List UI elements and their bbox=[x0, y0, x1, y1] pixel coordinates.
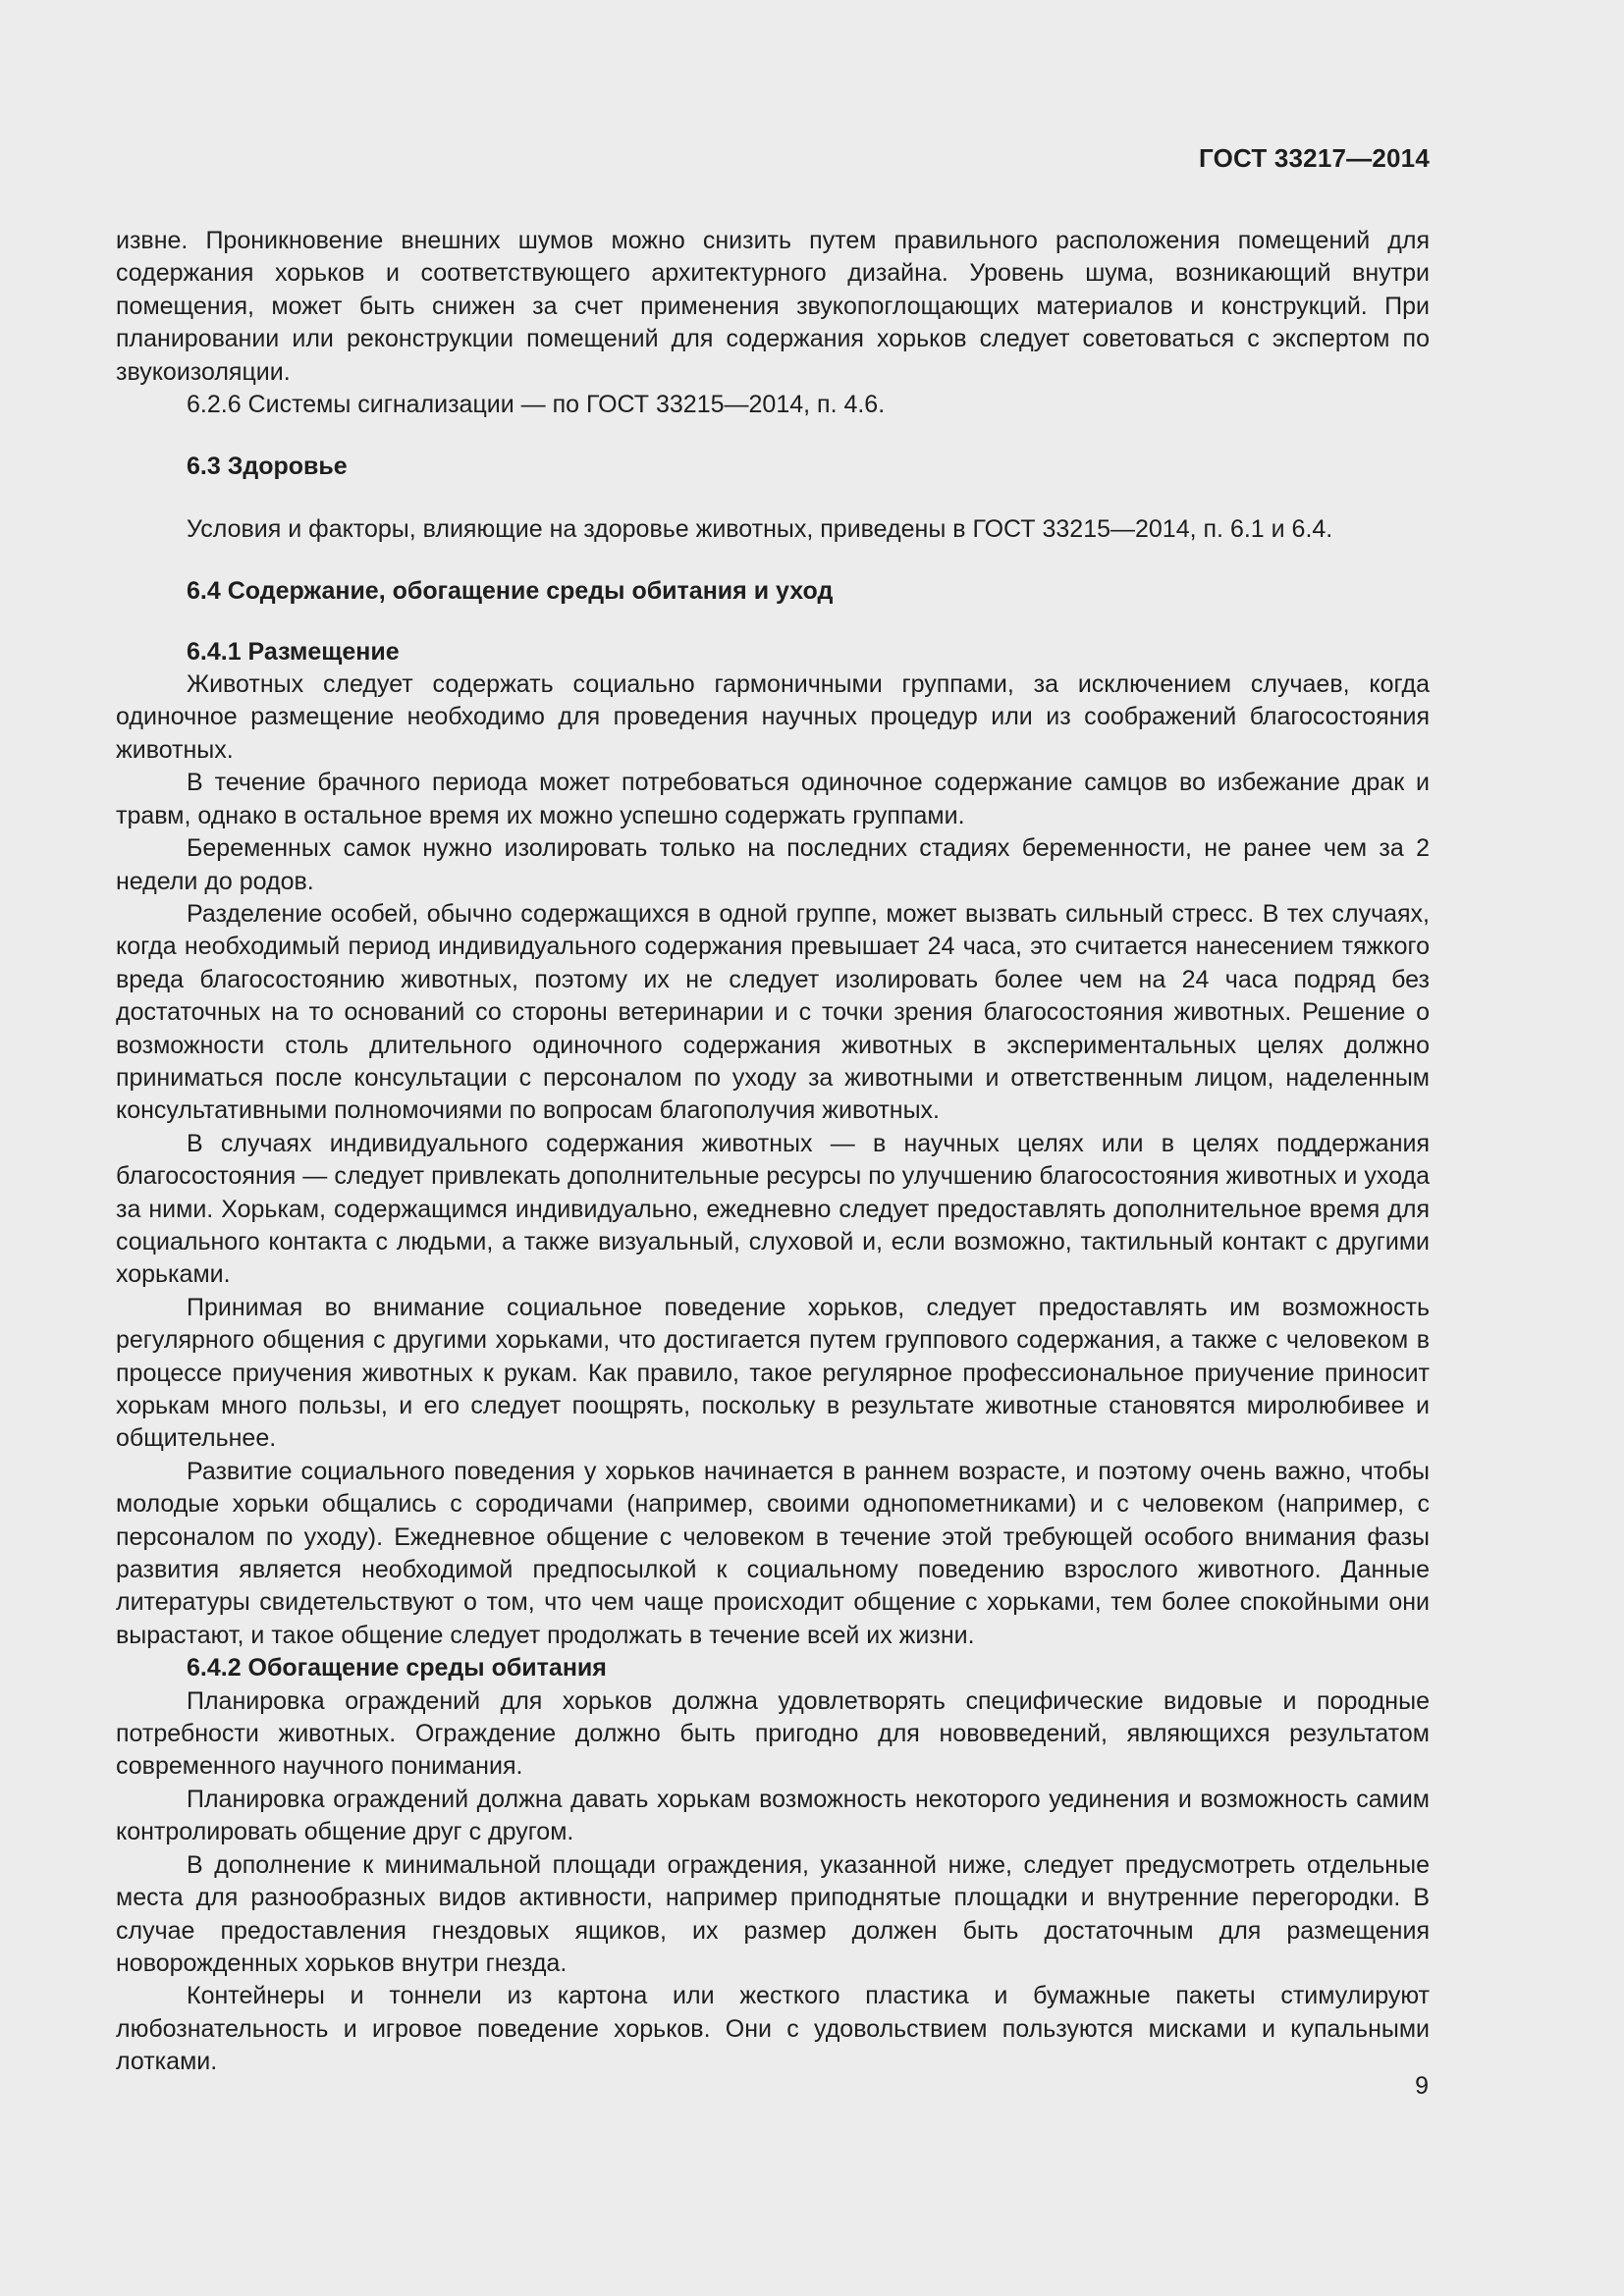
spacer bbox=[116, 546, 1430, 575]
heading-6-4-2: 6.4.2 Обогащение среды обитания bbox=[187, 1654, 607, 1682]
paragraph-continuation: извне. Проникновение внешних шумов можно снизить путем правильного расположения помещений для содержания хорьков и соответствующего архитектурного дизайна. Уровень шума, возникающий внутри помещения, может быть снижен за счет применения звукопоглощающих материалов и конструкций. При планировании или реконструкции помещений для содержания хорьков следует советоваться с экспертом по звукоизоляции. bbox=[116, 227, 1430, 386]
paragraph-6-2-6: 6.2.6 Системы сигнализации — по ГОСТ 33215—2014, п. 4.6. bbox=[187, 391, 886, 419]
paragraph-6-4-1-1: Животных следует содержать социально гармоничными группами, за исключением случаев, когда одиночное размещение необходимо для проведения научных процедур или из соображений благосостояния животных. bbox=[116, 670, 1430, 764]
heading-6-4: 6.4 Содержание, обогащение среды обитания и уход bbox=[187, 577, 834, 606]
paragraph-6-4-2-4: Контейнеры и тоннели из картона или жесткого пластика и бумажные пакеты стимулируют любознательность и игровое поведение хорьков. Они с удовольствием пользуются мисками и купальными лотками. bbox=[116, 1982, 1430, 2076]
paragraph-6-4-2-3: В дополнение к минимальной площади ограждения, указанной ниже, следует предусмотреть отдельные места для разнообразных видов активности, например приподнятые площадки и внутренние перегородки. В случае предоставления гнездовых ящиков, их размер должен быть достаточным для размещения новорожденных хорьков внутри гнезда. bbox=[116, 1850, 1430, 1977]
spacer bbox=[116, 484, 1430, 513]
paragraph-6-4-1-4: Разделение особей, обычно содержащихся в одной группе, может вызвать сильный стресс. В тех случаях, когда необходимый период индивидуального содержания превышает 24 часа, это считается нанесением тяжкого вреда благосостоянию животных, поэтому их не следует изолировать более чем на 24 часа подряд без достаточных на то оснований со стороны ветеринарии и с точки зрения благосостояния животных. Решение о возможности столь длительного одиночного содержания животных в экспериментальных целях должно приниматься после консультации с персоналом по уходу за животными и ответственным лицом, наделенным консультативными полномочиями по вопросам благополучия животных. bbox=[116, 899, 1430, 1125]
paragraph-6-4-1-2: В течение брачного периода может потребоваться одиночное содержание самцов во избежание драк и травм, однако в остальное время их можно успешно содержать группами. bbox=[116, 769, 1430, 829]
heading-6-3: 6.3 Здоровье bbox=[187, 453, 348, 481]
paragraph-6-4-1-6: Принимая во внимание социальное поведение хорьков, следует предоставлять им возможность регулярного общения с другими хорьками, что достигается путем группового содержания, а также с человеком в процессе приучения животных к рукам. Как правило, такое регулярное профессиональное приучение приносит хорькам много пользы, и его следует поощрять, поскольку в результате животные становятся миролюбивее и общительнее. bbox=[116, 1293, 1430, 1453]
paragraph-6-4-2-2: Планировка ограждений должна давать хорькам возможность некоторого уединения и возможность самим контролировать общение друг с другом. bbox=[116, 1785, 1430, 1846]
spacer bbox=[116, 421, 1430, 451]
page-number: 9 bbox=[1415, 2072, 1429, 2100]
paragraph-6-4-1-5: В случаях индивидуального содержания животных — в научных целях или в целях поддержания благосостояния — следует привлекать дополнительные ресурсы по улучшению благосостояния животных и ухода за ними. Хорькам, содержащимся индивидуально, ежедневно следует предоставлять дополнительное время для социального контакта с людьми, а также визуальный, слуховой и, если возможно, тактильный контакт с другими хорьками. bbox=[116, 1129, 1430, 1289]
paragraph-6-4-1-7: Развитие социального поведения у хорьков начинается в раннем возрасте, и поэтому очень важно, чтобы молодые хорьки общались с сородичами (например, своими однопометниками) и с человеком (например, с персоналом по уходу). Ежедневное общение с человеком в течение этой требующей особого внимания фазы развития является необходимой предпосылкой к социальному поведению взрослого животного. Данные литературы свидетельствуют о том, что чем чаще происходит общение с хорьками, тем более спокойными они вырастают, и такое общение следует продолжать в течение всей их жизни. bbox=[116, 1457, 1430, 1649]
heading-6-4-1: 6.4.1 Размещение bbox=[187, 637, 400, 666]
paragraph-6-4-2-1: Планировка ограждений для хорьков должна удовлетворять специфические видовые и породные потребности животных. Ограждение должно быть пригодно для нововведений, являющихся результатом современного научного понимания. bbox=[116, 1686, 1430, 1781]
paragraph-6-3: Условия и факторы, влияющие на здоровье животных, приведены в ГОСТ 33215—2014, п. 6.1 и 6.4. bbox=[187, 514, 1333, 543]
paragraph-6-4-1-3: Беременных самок нужно изолировать только на последних стадиях беременности, не ранее чем за 2 недели до родов. bbox=[116, 834, 1430, 895]
standard-code: ГОСТ 33217—2014 bbox=[1199, 143, 1430, 173]
spacer bbox=[116, 609, 1430, 636]
document-body bbox=[116, 225, 1430, 2079]
